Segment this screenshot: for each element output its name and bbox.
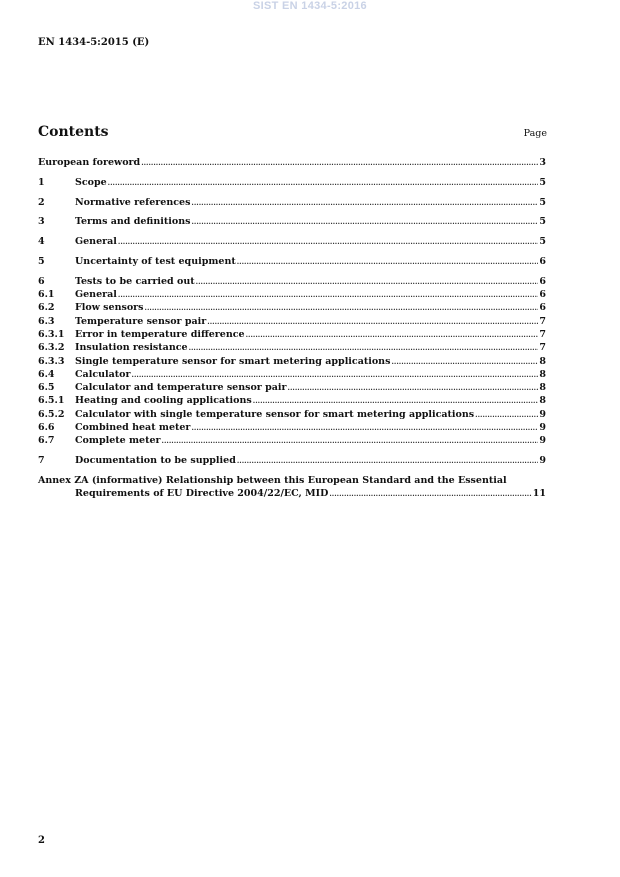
- dot-leader: [191, 196, 538, 209]
- toc-entry-page-number: 8: [539, 382, 546, 394]
- toc-entry-page-number: 7: [539, 342, 546, 354]
- toc-entry-number: 6.3: [38, 315, 55, 327]
- toc-entry-title: Scope: [75, 176, 107, 188]
- dot-leader: [141, 156, 538, 169]
- toc-entry-number: 6.6: [38, 422, 55, 434]
- toc-entry-page-number: 6: [539, 289, 546, 301]
- toc-entry-title: European foreword: [38, 157, 141, 168]
- toc-entry[interactable]: [38, 301, 546, 314]
- toc-entry-title: Flow sensors: [75, 302, 144, 314]
- page-number: 2: [38, 835, 45, 846]
- dot-leader: [391, 355, 538, 368]
- toc-entry-title: Error in temperature difference: [75, 328, 245, 340]
- toc-entry[interactable]: [38, 341, 546, 354]
- toc-entry-number: 6.5: [38, 382, 55, 394]
- toc-entry-page-number: 5: [539, 196, 546, 208]
- toc-entry-number: 6.3.3: [38, 355, 65, 367]
- toc-entry-number: 6.3.1: [38, 328, 65, 340]
- toc-entry-number: 6: [38, 275, 45, 287]
- toc-entry-page-number: 6: [539, 255, 546, 267]
- toc-entry[interactable]: [38, 275, 546, 288]
- dot-leader: [118, 235, 538, 248]
- toc-entry-title: Uncertainty of test equipment: [75, 255, 236, 267]
- toc-entry[interactable]: [38, 255, 546, 268]
- toc-entry-number: 1: [38, 176, 45, 188]
- toc-entry[interactable]: [38, 421, 546, 434]
- toc-entry[interactable]: [38, 368, 546, 381]
- toc-entry[interactable]: [38, 381, 546, 394]
- toc-entry-title: General: [75, 236, 117, 248]
- toc-entry[interactable]: [38, 328, 546, 341]
- toc-entry-title: Temperature sensor pair: [75, 315, 207, 327]
- toc-entry-title: Normative references: [75, 196, 191, 208]
- annex-page-number: 11: [532, 488, 546, 500]
- annex-title-line-2: Requirements of EU Directive 2004/22/EC, MID: [75, 488, 329, 500]
- toc-entry-page-number: 9: [539, 455, 546, 467]
- toc-entry-title: Tests to be carried out: [75, 275, 195, 287]
- toc-entry[interactable]: [38, 235, 546, 248]
- toc-entry-page-number: 8: [539, 395, 546, 407]
- dot-leader: [207, 315, 538, 328]
- annex-title-line-1: Annex ZA (informative) Relationship between this European Standard and the Essential: [38, 474, 507, 486]
- toc-entry-page-number: 5: [539, 236, 546, 248]
- toc-entry-title: Combined heat meter: [75, 422, 191, 434]
- toc-entry[interactable]: [38, 215, 546, 228]
- dot-leader: [253, 394, 539, 407]
- dot-leader: [145, 301, 539, 314]
- watermark: SIST EN 1434-5:2016: [253, 0, 367, 12]
- toc-entry[interactable]: [38, 434, 546, 447]
- toc-entry-title: Calculator with single temperature sensor for smart metering applications: [75, 408, 475, 420]
- toc-entry[interactable]: [38, 156, 546, 169]
- toc-entry-page-number: 9: [539, 422, 546, 434]
- toc-entry-number: 6.1: [38, 289, 55, 301]
- toc-entry-title: Complete meter: [75, 435, 161, 447]
- toc-entry-number: 6.7: [38, 435, 55, 447]
- toc-entry-number: 5: [38, 255, 45, 267]
- toc-entry-number: 2: [38, 196, 45, 208]
- toc-entry-title: Terms and definitions: [75, 216, 191, 228]
- table-of-contents: [38, 156, 546, 501]
- toc-entry-title: Documentation to be supplied: [75, 455, 236, 467]
- dot-leader: [189, 341, 539, 354]
- toc-entry-title: Heating and cooling applications: [75, 395, 252, 407]
- toc-entry[interactable]: [38, 315, 546, 328]
- toc-entry[interactable]: [38, 176, 546, 189]
- toc-entry-title: Single temperature sensor for smart metering applications: [75, 355, 391, 367]
- toc-entry-number: 6.2: [38, 302, 55, 314]
- dot-leader: [237, 454, 539, 467]
- dot-leader: [329, 487, 531, 500]
- toc-entry-page-number: 5: [539, 216, 546, 228]
- toc-entry-page-number: 8: [539, 368, 546, 380]
- toc-entry-number: 6.3.2: [38, 342, 65, 354]
- contents-heading: Contents: [38, 124, 109, 140]
- toc-entry-page-number: 7: [539, 328, 546, 340]
- toc-entry-title: Calculator: [75, 368, 131, 380]
- toc-entry-number: 6.5.1: [38, 395, 65, 407]
- dot-leader: [237, 255, 539, 268]
- dot-leader: [132, 368, 539, 381]
- dot-leader: [162, 434, 539, 447]
- toc-entry[interactable]: [38, 196, 546, 209]
- toc-entry-page-number: 3: [539, 157, 546, 168]
- document-identifier: EN 1434-5:2015 (E): [38, 37, 150, 48]
- toc-entry-page-number: 6: [539, 302, 546, 314]
- page-column-label: Page: [523, 128, 547, 139]
- toc-entry-title: Insulation resistance: [75, 342, 188, 354]
- toc-entry-page-number: 9: [539, 435, 546, 447]
- toc-entry-title: General: [75, 289, 117, 301]
- dot-leader: [288, 381, 539, 394]
- toc-entry[interactable]: [38, 288, 546, 301]
- dot-leader: [196, 275, 539, 288]
- toc-entry[interactable]: [38, 454, 546, 467]
- toc-entry[interactable]: [38, 394, 546, 407]
- toc-entry-page-number: 8: [539, 355, 546, 367]
- toc-entry-page-number: 9: [539, 408, 546, 420]
- toc-entry-number: 3: [38, 216, 45, 228]
- toc-entry-title: Calculator and temperature sensor pair: [75, 382, 287, 394]
- dot-leader: [118, 288, 538, 301]
- dot-leader: [191, 421, 538, 434]
- toc-entry[interactable]: [38, 355, 546, 368]
- dot-leader: [246, 328, 539, 341]
- dot-leader: [475, 408, 538, 421]
- toc-entry-page-number: 7: [539, 315, 546, 327]
- toc-entry-number: 6.5.2: [38, 408, 65, 420]
- toc-entry-number: 7: [38, 455, 45, 467]
- dot-leader: [108, 176, 539, 189]
- toc-entry-number: 4: [38, 236, 45, 248]
- toc-entry[interactable]: [38, 408, 546, 421]
- toc-entry-annex-za[interactable]: [38, 474, 546, 501]
- dot-leader: [191, 215, 538, 228]
- toc-entry-page-number: 6: [539, 275, 546, 287]
- toc-entry-number: 6.4: [38, 368, 55, 380]
- toc-entry-page-number: 5: [539, 176, 546, 188]
